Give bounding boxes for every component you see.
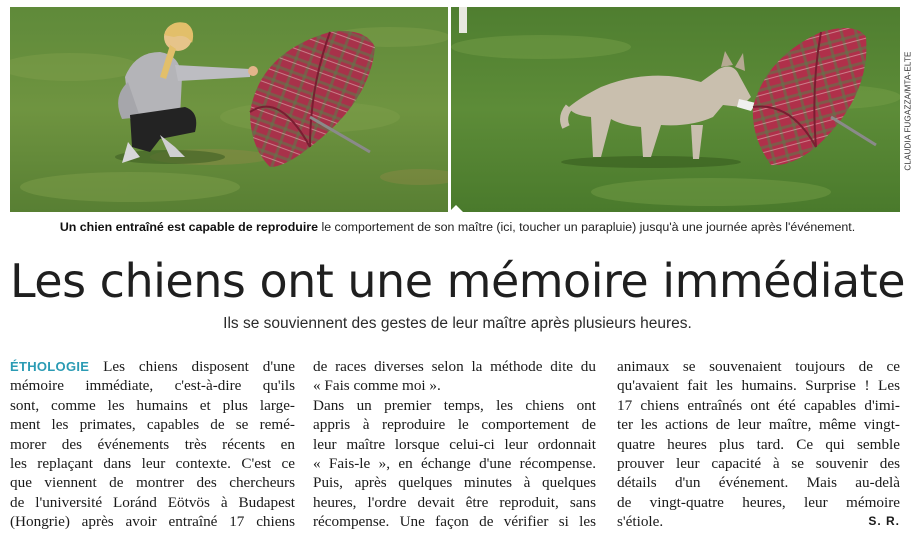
article-line: (Hongrie) après avoir entraîné 17 chiens <box>10 513 295 531</box>
caption-text: le comportement de son maître (ici, toucher un parapluie) jusqu'à une journée après l'événement. <box>318 220 856 234</box>
article-line: sont, comme les humains et plus large- <box>10 396 295 414</box>
article-line: de races diverses selon la méthode dite du <box>313 358 596 375</box>
caption-pointer <box>448 205 464 213</box>
article-line: animaux se souvenaient toujours de ce <box>617 358 900 375</box>
article-line: « Fais comme moi ». <box>313 377 441 395</box>
article-line: Puis, après quelques minutes à quelques <box>313 474 596 492</box>
article-line: prouver leur capacité à se souvenir des <box>617 454 900 472</box>
rubric-label: ÉTHOLOGIE <box>10 359 90 374</box>
photo-woman-umbrella <box>10 7 448 212</box>
article-line-last: s'étiole. S. R. <box>617 513 900 531</box>
article-line: détails d'un événement. Mais au-delà <box>617 474 900 492</box>
article-line: ÉTHOLOGIE Les chiens disposent d'une <box>10 358 295 375</box>
subheadline: Ils se souviennent des gestes de leur maître après plusieurs heures. <box>223 315 692 332</box>
author-signature: S. R. <box>868 514 900 529</box>
photo-dog-umbrella <box>451 7 900 212</box>
article-column-2 <box>313 357 596 532</box>
article-column-3 <box>617 357 900 532</box>
article-line: morer des événements très récents en <box>10 435 295 453</box>
article-line: de vingt-quatre heures, leur mémoire <box>617 493 900 511</box>
photo-credit: CLAUDIA FUGAZZA/MTA-ELTE <box>903 50 913 171</box>
dog-touching-umbrella-icon <box>451 7 900 212</box>
article-line: leur maître lorsque celui-ci leur ordonnait <box>313 435 596 453</box>
article-line: récompense. Une façon de vérifier si les <box>313 513 596 531</box>
article-line: heures, l'ordre devait être reproduit, sans <box>313 493 596 511</box>
article-line: les replaçant dans leur contexte. C'est ce <box>10 454 295 472</box>
article-column-1 <box>10 357 295 532</box>
article-line: que viennent de montrer des chercheurs <box>10 474 295 492</box>
article-line: appris à reproduire le comportement de <box>313 416 596 434</box>
photo-strip <box>10 7 900 212</box>
article-line: quatre heures plus tard. Ce qui semble <box>617 435 900 453</box>
article-line: Dans un premier temps, les chiens ont <box>313 396 596 414</box>
caption-lead: Un chien entraîné est capable de reproduire <box>59 220 319 234</box>
woman-crouching-beside-umbrella-icon <box>10 7 448 212</box>
article-line: 17 chiens entraînés ont été capables d'imi- <box>617 396 900 414</box>
photo-caption <box>0 220 915 234</box>
headline: Les chiens ont une mémoire immédiate <box>9 254 906 308</box>
article-line: ter les actions de leur maître, même vingt- <box>617 416 900 434</box>
article-line: de l'université Loránd Eötvös à Budapest <box>10 493 295 511</box>
article-line: mémoire immédiate, c'est-à-dire qu'ils <box>10 377 295 395</box>
article-line: qu'avaient fait les humains. Surprise ! Les <box>617 377 900 395</box>
article-line: « Fais-le », en échange d'une récompense. <box>313 454 596 472</box>
article-line: ment les primates, capables de se remé- <box>10 416 295 434</box>
